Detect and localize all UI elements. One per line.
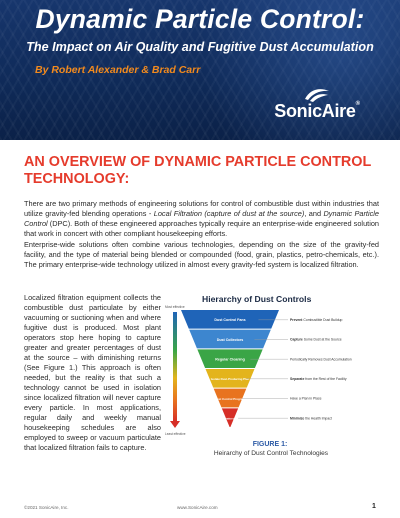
section-heading: AN OVERVIEW OF DYNAMIC PARTICLE CONTROL TECHNOLOGY: — [24, 154, 371, 187]
pyramid-layer-description: Separate from the Rest of the Facility — [290, 377, 347, 382]
pyramid-layer-description: Minimize the Health Impact — [290, 416, 332, 421]
sonicaire-logo — [262, 86, 372, 126]
figure-caption-title: FIGURE 1: — [252, 441, 288, 448]
pyramid-layer-label: Dust Control Fans — [214, 318, 246, 323]
pyramid-layer-description: Capture Some Dust at the Source — [290, 337, 342, 342]
axis-most-effective: Most effective — [165, 305, 185, 309]
pyramid-layers — [181, 310, 352, 427]
footer-copyright: ©2021 SonicAire, Inc. — [24, 505, 69, 510]
logo-wordmark: SonicAire® — [274, 101, 360, 121]
footer-website-link[interactable]: www.SonicAire.com — [177, 505, 218, 510]
document-title: Dynamic Particle Control: — [35, 4, 365, 34]
pyramid-layer-description: Prevent Combustible Dust Buildup — [290, 318, 343, 323]
axis-least-effective: Least effective — [165, 432, 186, 436]
intro-paragraph: There are two primary methods of engineering solutions for control of combustible dust within industries that utilize gravity-fed blending operations - Local Filtration (capture of dust at the source), and Dynamic Particle Control (DPC). Both of these engineered approaches typically require an enterprise-wide engineered solution that work in concert with other compliant housekeeping efforts. — [24, 199, 379, 238]
pyramid-layer-description: Have a Plan in Place — [290, 396, 322, 401]
pyramid-layer-label: Dust Control Program — [214, 396, 246, 401]
effectiveness-arrow-head — [170, 421, 180, 428]
pyramid-layer-label: Isolate Dust-Producing Plan — [210, 377, 250, 382]
document-subtitle: The Impact on Air Quality and Fugitive Dust Accumulation — [26, 40, 374, 54]
effectiveness-arrow — [173, 312, 177, 422]
pyramid-layer-label: Dust Collectors — [216, 337, 244, 342]
diagram-title: Hierarchy of Dust Controls — [202, 294, 312, 304]
pyramid-layer-label: Respirators / PPE — [217, 416, 243, 421]
header-banner — [0, 0, 400, 140]
pyramid-layer-description: Periodically Removes Dust Accumulation — [290, 357, 352, 362]
dust-control-hierarchy-diagram — [164, 290, 378, 438]
filtration-paragraph: Localized filtration equipment collects the combustible dust particulate by either vacuuming or suctioning when and where fugitive dust is produced. Most plant operators stop here hoping to capture greater and greater percentages of dust at the source – with diminishing returns (See Figure 1.) This approach is often needed, but the reality is that such a technology cannot be used in isolation since localized filtration will never capture every particle. In most applications, regular daily and weekly manual housekeeping schedules are also employed to sweep or vacuum particulate that localized filtration fails to capture. — [24, 293, 161, 452]
fan-swirl-icon — [302, 86, 332, 102]
author-byline: By Robert Alexander & Brad Carr — [35, 64, 201, 76]
enterprise-paragraph: Enterprise-wide solutions often combine various technologies, depending on the size of the gravity-fed facility, and the type of material being blended or compounded (food, grain, plastics, petro-chemicals, etc.). The primary enterprise-wide technology utilized in almost every gravity-fed system is localized filtration. — [24, 240, 379, 269]
figure-caption-text: Heirarchy of Dust Control Technologies — [213, 450, 329, 457]
page-number: 1 — [372, 503, 376, 510]
pyramid-layer-label: Regular Cleaning — [215, 357, 245, 362]
